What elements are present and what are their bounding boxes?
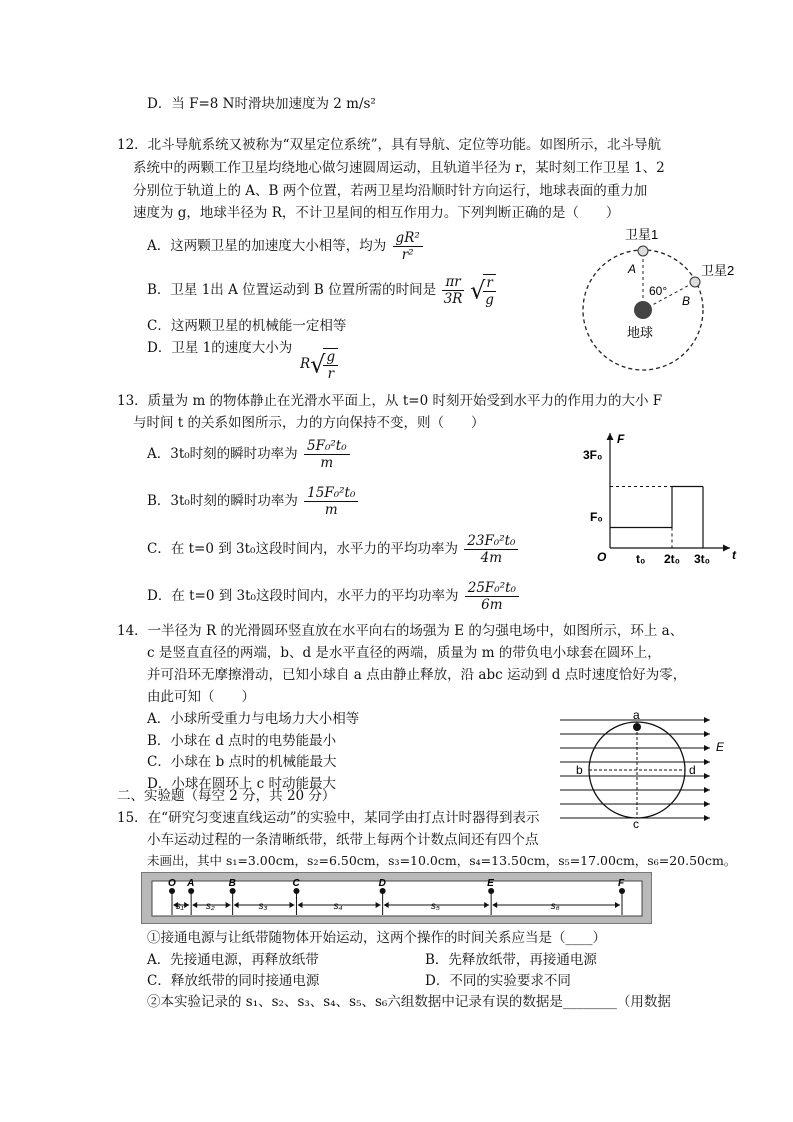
- q13-option-a-text: A．3t₀时刻的瞬时功率为: [147, 446, 298, 462]
- q13-option-c-text: C．在 t=0 到 3t₀这段时间内，水平力的平均功率为: [147, 541, 458, 557]
- q13-stem-line-1: 13．质量为 m 的物体静止在光滑水平面上，从 t=0 时刻开始受到水平力的作用力的大小 F: [117, 393, 663, 409]
- tape-segment-label: s₃: [258, 901, 268, 912]
- point-c-label: c: [633, 817, 639, 830]
- q12-stem-line-4: 速度为 g，地球半径为 R，不计卫星间的相互作用力。下列判断正确的是（ ）: [133, 205, 620, 221]
- tick-t0: t₀: [636, 552, 646, 566]
- ball-icon: [633, 723, 641, 731]
- q13-option-d-fraction: [465, 580, 519, 613]
- q15-sub1-option-c: C．释放纸带的同时接通电源: [147, 973, 320, 989]
- q13-option-b: [147, 483, 360, 519]
- q13-option-d: [147, 578, 521, 614]
- tape-segment-label: s₆: [550, 901, 560, 912]
- q14-stem-line-4: 由此可知（ ）: [147, 689, 255, 705]
- q12-d-rad-num: g: [323, 349, 338, 366]
- point-d-label: d: [689, 763, 696, 777]
- q14-option-b: B．小球在 d 点时的电势能最小: [147, 733, 337, 749]
- q12-a-numerator: gR²: [393, 230, 423, 247]
- tape-point-label: O: [168, 878, 176, 889]
- q15-sub2: ②本实验记录的 s₁、s₂、s₃、s₄、s₅、s₆六组数据中记录有误的数据是________（用数据: [147, 994, 671, 1010]
- tape-point-label: C: [292, 878, 300, 889]
- earth-label: 地球: [627, 325, 654, 340]
- q13-b-numerator: 15F₀²t₀: [304, 485, 358, 502]
- q13-option-c-fraction: [464, 533, 518, 566]
- q12-stem-line-2: 系统中的两颗工作卫星均绕地心做匀速圆周运动，且轨道半径为 r，某时刻工作卫星 1、2: [133, 160, 665, 176]
- q12-b-numerator: πr: [442, 274, 463, 291]
- q13-b-denominator: m: [324, 502, 338, 518]
- tape-point-label: F: [618, 878, 625, 889]
- q12-option-b-fraction: [442, 274, 463, 307]
- q13-c-denominator: 4m: [480, 550, 503, 566]
- tape-segment-label: s₄: [333, 901, 343, 912]
- force-time-graph: [580, 425, 765, 570]
- q12-b-denominator: 3R: [443, 291, 463, 307]
- q13-option-b-fraction: [304, 485, 358, 518]
- satellite-1-icon: [638, 246, 648, 256]
- q15-stem-line-3: 未画出，其中 s₁=3.00cm，s₂=6.50cm，s₃=10.0cm，s₄=13.50cm，s₅=17.00cm，s₆=20.50cm。: [147, 853, 737, 868]
- point-b-label: B: [682, 294, 691, 308]
- satellite-2-icon: [690, 277, 700, 287]
- tape-segment-label: s₁: [175, 901, 184, 912]
- q13-d-numerator: 25F₀²t₀: [465, 580, 519, 597]
- satellite-orbit-figure: [575, 225, 755, 375]
- q13-option-a-fraction: [304, 438, 350, 471]
- paper-tape: [142, 873, 651, 923]
- q14-stem-line-2: c 是竖直直径的两端，b、d 是水平直径的两端，质量为 m 的带负电小球套在圆环上，: [147, 645, 661, 661]
- tick-f0: F₀: [590, 510, 603, 524]
- tick-2t0: 2t₀: [664, 552, 681, 566]
- tape-point-label: A: [187, 878, 195, 889]
- q12-stem-line-1: 12．北斗导航系统又被称为“双星定位系统”，具有导航、定位等功能。如图所示，北斗导航: [117, 137, 661, 153]
- q11-option-d: D．当 F=8 N时滑块加速度为 2 m/s²: [147, 96, 376, 112]
- q13-option-b-text: B．3t₀时刻的瞬时功率为: [147, 493, 298, 509]
- point-b-label: b: [576, 763, 583, 777]
- q12-a-denominator: r²: [401, 247, 414, 263]
- q15-sub1-option-a: A．先接通电源，再释放纸带: [147, 952, 319, 968]
- tick-3t0: 3t₀: [694, 552, 711, 566]
- q15-sub1-option-b: B．先释放纸带，再接通电源: [425, 952, 597, 968]
- q12-option-b: [147, 270, 498, 311]
- tape-point-label: D: [378, 878, 386, 889]
- tick-3f0: 3F₀: [583, 448, 603, 462]
- q13-stem-line-2: 与时间 t 的关系如图所示，力的方向保持不变，则（ ）: [133, 415, 485, 431]
- q12-option-b-radicand: [483, 274, 495, 308]
- point-a-label: A: [628, 262, 637, 276]
- angle-label: 60°: [649, 284, 668, 298]
- q15-sub1: ①接通电源与让纸带随物体开始运动，这两个操作的时间关系应当是（____）: [147, 930, 606, 946]
- q14-option-d: D．小球在圆环上 c 时动能最大: [147, 776, 336, 792]
- sqrt-icon: √: [470, 276, 486, 305]
- q14-option-a: A．小球所受重力与电场力大小相等: [147, 711, 360, 727]
- q13-a-denominator: m: [320, 455, 334, 471]
- q15-stem-line-2: 小车运动过程的一条清晰纸带，纸带上每两个计数点间还有四个点: [147, 832, 539, 848]
- q12-option-d-text: D．卫星 1的速度大小为: [147, 340, 293, 356]
- tape-point-label: E: [487, 878, 494, 889]
- q13-option-c: [147, 531, 520, 567]
- sat1-label: 卫星1: [625, 227, 659, 242]
- origin-label: O: [597, 550, 607, 564]
- q12-option-b-text: B．卫星 1出 A 位置运动到 B 位置所需的时间是: [147, 282, 437, 298]
- earth-icon: [634, 301, 652, 319]
- q12-option-a: [147, 230, 425, 263]
- q15-stem-line-1: 15．在“研究匀变速直线运动”的实验中，某同学由打点计时器得到表示: [117, 810, 540, 826]
- tape-segment-label: s₂: [205, 901, 215, 912]
- q14-option-c: C．小球在 b 点时的机械能最大: [147, 754, 337, 770]
- q13-option-a: [147, 436, 352, 472]
- point-a-label: a: [633, 708, 640, 722]
- q12-option-d-radicand: [323, 348, 338, 382]
- section-2-heading: 二、实验题（每空 2 分，共 20 分）: [117, 788, 336, 804]
- tape-strip: [152, 881, 642, 916]
- q13-c-numerator: 23F₀²t₀: [464, 533, 518, 550]
- q13-option-d-text: D．在 t=0 到 3t₀这段时间内，水平力的平均功率为: [147, 588, 459, 604]
- sat2-label: 卫星2: [701, 263, 735, 278]
- sqrt-icon: √: [310, 350, 326, 379]
- q12-option-c: C．这两颗卫星的机械能一定相等: [147, 318, 347, 334]
- ring-in-field-figure: [556, 708, 736, 830]
- x-axis-label: t: [732, 548, 736, 562]
- q12-d-rad-den: r: [327, 365, 335, 382]
- q14-stem-line-3: 并可沿环无摩擦滑动，已知小球自 a 点由静止释放，沿 abc 运动到 d 点时速度恰好为零，: [147, 667, 687, 683]
- field-e-label: E: [716, 740, 725, 754]
- q12-b-rad-den: g: [485, 291, 494, 308]
- q12-option-d-expr: [300, 344, 340, 385]
- q12-stem-line-3: 分别位于轨道上的 A、B 两个位置，若两卫星均沿顺时针方向运行，地球表面的重力加: [133, 183, 648, 199]
- y-axis-label: F: [617, 432, 625, 446]
- q12-d-coef: R: [300, 356, 311, 372]
- q13-d-denominator: 6m: [481, 597, 503, 613]
- paper-tape-figure: [141, 872, 652, 924]
- q15-sub1-option-d: D．不同的实验要求不同: [425, 973, 571, 989]
- tape-segment-label: s₅: [430, 901, 440, 912]
- tape-point-label: B: [228, 878, 236, 889]
- q12-b-rad-num: r: [483, 275, 495, 292]
- q13-a-numerator: 5F₀²t₀: [304, 438, 350, 455]
- q12-option-a-text: A．这两颗卫星的加速度大小相等，均为: [147, 238, 387, 254]
- q14-stem-line-1: 14．一半径为 R 的光滑圆环竖直放在水平向右的场强为 E 的匀强电场中，如图所示，环上 a、: [117, 623, 684, 639]
- q12-option-a-fraction: [393, 230, 423, 263]
